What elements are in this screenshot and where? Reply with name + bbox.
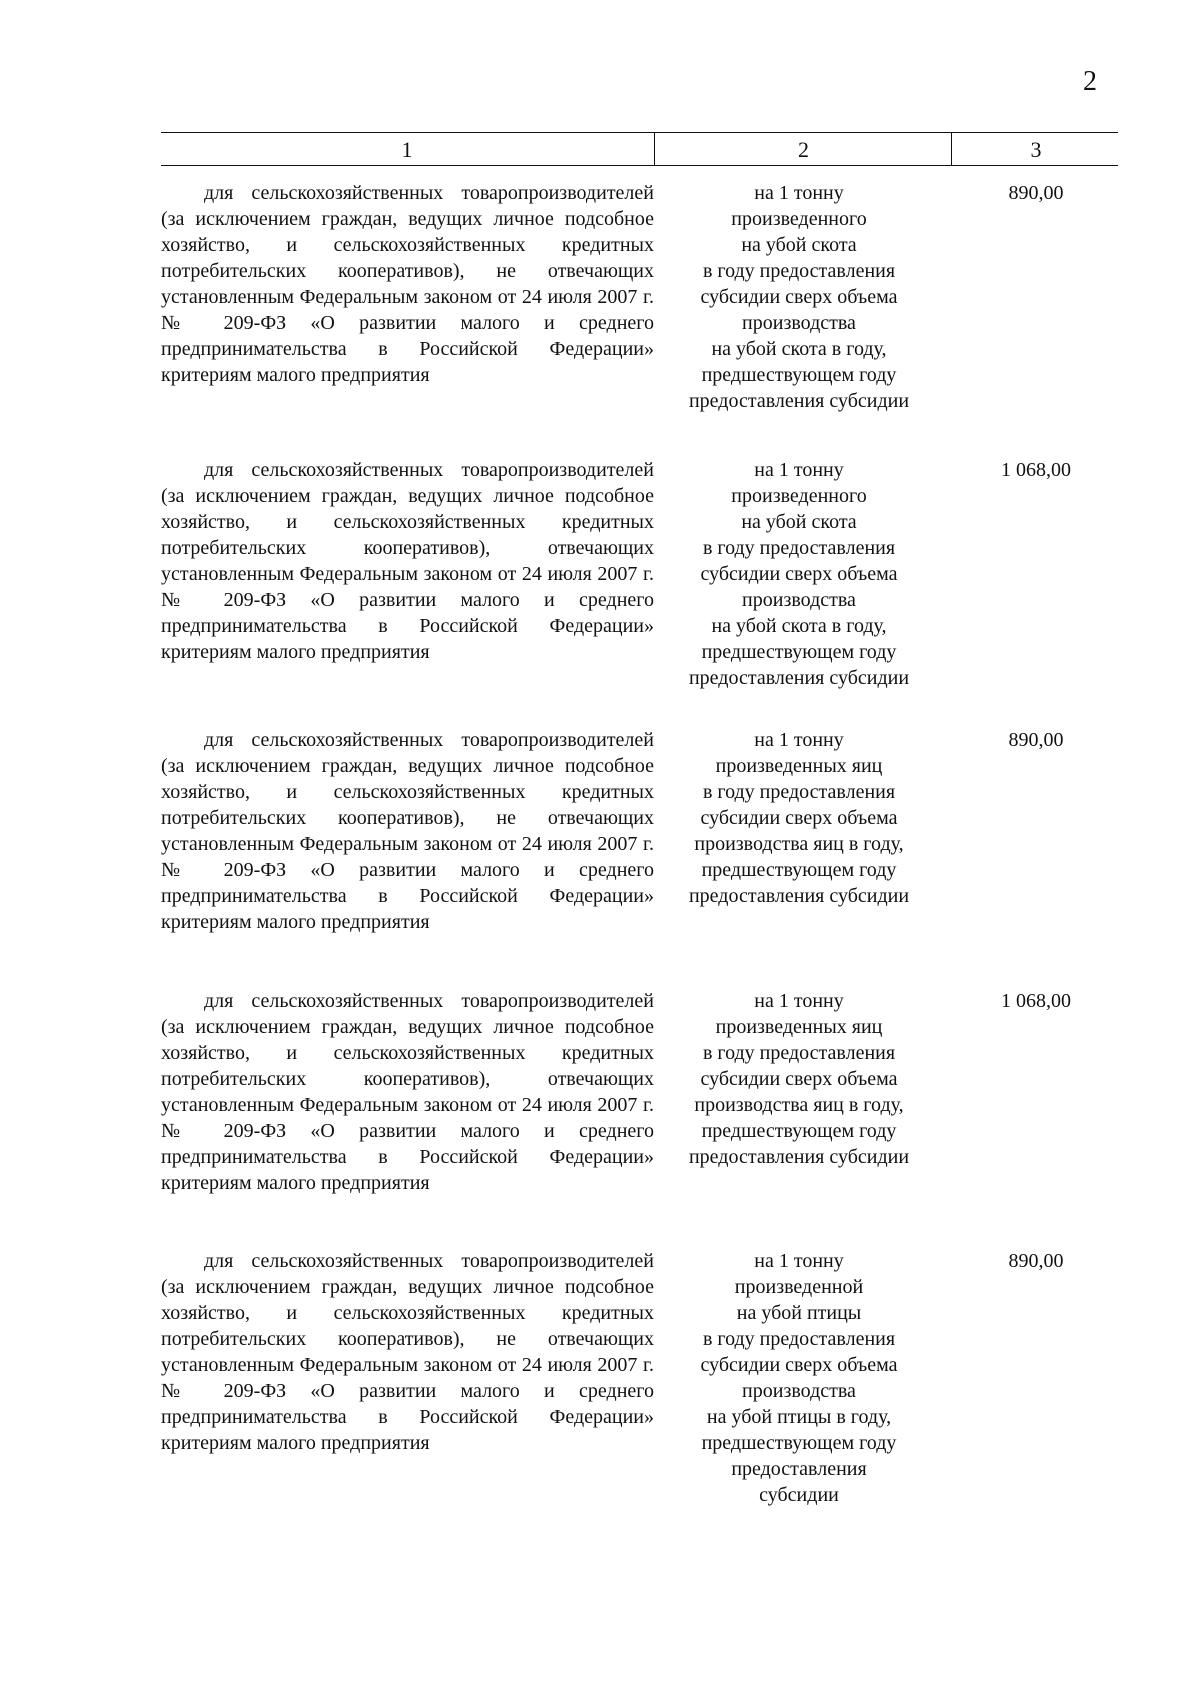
unit-line: субсидии сверх объема [700, 563, 898, 585]
unit-line: субсидии сверх объема [700, 1354, 898, 1376]
unit-cell [666, 1248, 932, 1508]
rate-cell: 1 068,00 [1001, 990, 1071, 1012]
unit-line: на 1 тонну [754, 729, 844, 751]
rate-cell: 1 068,00 [1001, 459, 1071, 481]
unit-line: субсидии сверх объема [700, 286, 898, 308]
unit-line: предшествующем году [701, 1120, 897, 1142]
unit-cell [666, 727, 932, 909]
unit-line: на 1 тонну [754, 990, 844, 1012]
rates-table [161, 132, 1118, 1506]
table-header [161, 132, 1118, 166]
unit-line: предоставления субсидии [688, 667, 910, 689]
header-col-3: 3 [1030, 137, 1042, 162]
unit-line: предоставления субсидии [688, 885, 910, 907]
unit-line: произведенных яиц [715, 1016, 883, 1038]
unit-line: на 1 тонну [754, 1250, 844, 1272]
unit-line: произведенных яиц [715, 755, 883, 777]
unit-line: в году предоставления [702, 1328, 896, 1350]
unit-line: на убой скота [741, 234, 857, 256]
unit-line: производства [742, 589, 856, 611]
unit-line: на убой скота в году, [711, 338, 887, 360]
unit-line: на убой птицы в году, [706, 1406, 892, 1428]
unit-line: в году предоставления [702, 260, 896, 282]
rate-cell: 890,00 [1008, 729, 1064, 751]
rate-cell: 890,00 [1008, 1250, 1064, 1272]
header-col-2: 2 [798, 137, 809, 162]
unit-line: предшествующем году [701, 859, 897, 881]
unit-line: в году предоставления [702, 537, 896, 559]
unit-line: на 1 тонну [754, 182, 844, 204]
unit-line: производства [742, 312, 856, 334]
unit-line: предшествующем году [701, 1432, 897, 1454]
unit-line: предоставления субсидии [688, 1146, 910, 1168]
column-divider [951, 133, 952, 165]
unit-line: субсидии сверх объема [700, 1068, 898, 1090]
unit-line: в году предоставления [702, 781, 896, 803]
unit-line: субсидии [759, 1484, 839, 1506]
column-divider [654, 133, 655, 165]
unit-line: производства яиц в году, [694, 833, 904, 855]
unit-line: предшествующем году [701, 641, 897, 663]
recipient-cell: для сельскохозяйственных товаропроизводителей (за исключением граждан, ведущих личное подсобное хозяйство, и сельскохозяйственных кредитных потребительских кооперативов), отвечающих установленным Федеральным законом от 24 июля 2007 г. № 209-ФЗ «О развитии малого и среднего предпринимательства в Российской Федерации» критериям малого предприятия [161, 459, 654, 663]
unit-line: предоставления [731, 1458, 867, 1480]
unit-line: на убой скота в году, [711, 615, 887, 637]
recipient-cell: для сельскохозяйственных товаропроизводителей (за исключением граждан, ведущих личное подсобное хозяйство, и сельскохозяйственных кредитных потребительских кооперативов), не отвечающих установленным Федеральным законом от 24 июля 2007 г. № 209-ФЗ «О развитии малого и среднего предпринимательства в Российской Федерации» критериям малого предприятия [161, 182, 654, 386]
rate-cell: 890,00 [1008, 182, 1064, 204]
recipient-cell: для сельскохозяйственных товаропроизводителей (за исключением граждан, ведущих личное подсобное хозяйство, и сельскохозяйственных кредитных потребительских кооперативов), не отвечающих установленным Федеральным законом от 24 июля 2007 г. № 209-ФЗ «О развитии малого и среднего предпринимательства в Российской Федерации» критериям малого предприятия [161, 1250, 654, 1454]
unit-line: производства [742, 1380, 856, 1402]
unit-line: произведенного [731, 208, 867, 230]
unit-line: на убой птицы [736, 1302, 862, 1324]
unit-line: предшествующем году [701, 364, 897, 386]
unit-line: на убой скота [741, 511, 857, 533]
unit-cell [666, 180, 932, 414]
unit-line: предоставления субсидии [688, 390, 910, 412]
unit-line: на 1 тонну [754, 459, 844, 481]
unit-cell [666, 988, 932, 1170]
unit-line: произведенного [731, 485, 867, 507]
unit-line: произведенной [734, 1276, 864, 1298]
header-col-1: 1 [401, 137, 413, 162]
unit-line: в году предоставления [702, 1042, 896, 1064]
recipient-cell: для сельскохозяйственных товаропроизводителей (за исключением граждан, ведущих личное подсобное хозяйство, и сельскохозяйственных кредитных потребительских кооперативов), отвечающих установленным Федеральным законом от 24 июля 2007 г. № 209-ФЗ «О развитии малого и среднего предпринимательства в Российской Федерации» критериям малого предприятия [161, 990, 654, 1194]
unit-line: производства яиц в году, [694, 1094, 904, 1116]
unit-line: субсидии сверх объема [700, 807, 898, 829]
page-number: 2 [1083, 66, 1097, 97]
unit-cell [666, 457, 932, 691]
recipient-cell: для сельскохозяйственных товаропроизводителей (за исключением граждан, ведущих личное подсобное хозяйство, и сельскохозяйственных кредитных потребительских кооперативов), не отвечающих установленным Федеральным законом от 24 июля 2007 г. № 209-ФЗ «О развитии малого и среднего предпринимательства в Российской Федерации» критериям малого предприятия [161, 729, 654, 933]
